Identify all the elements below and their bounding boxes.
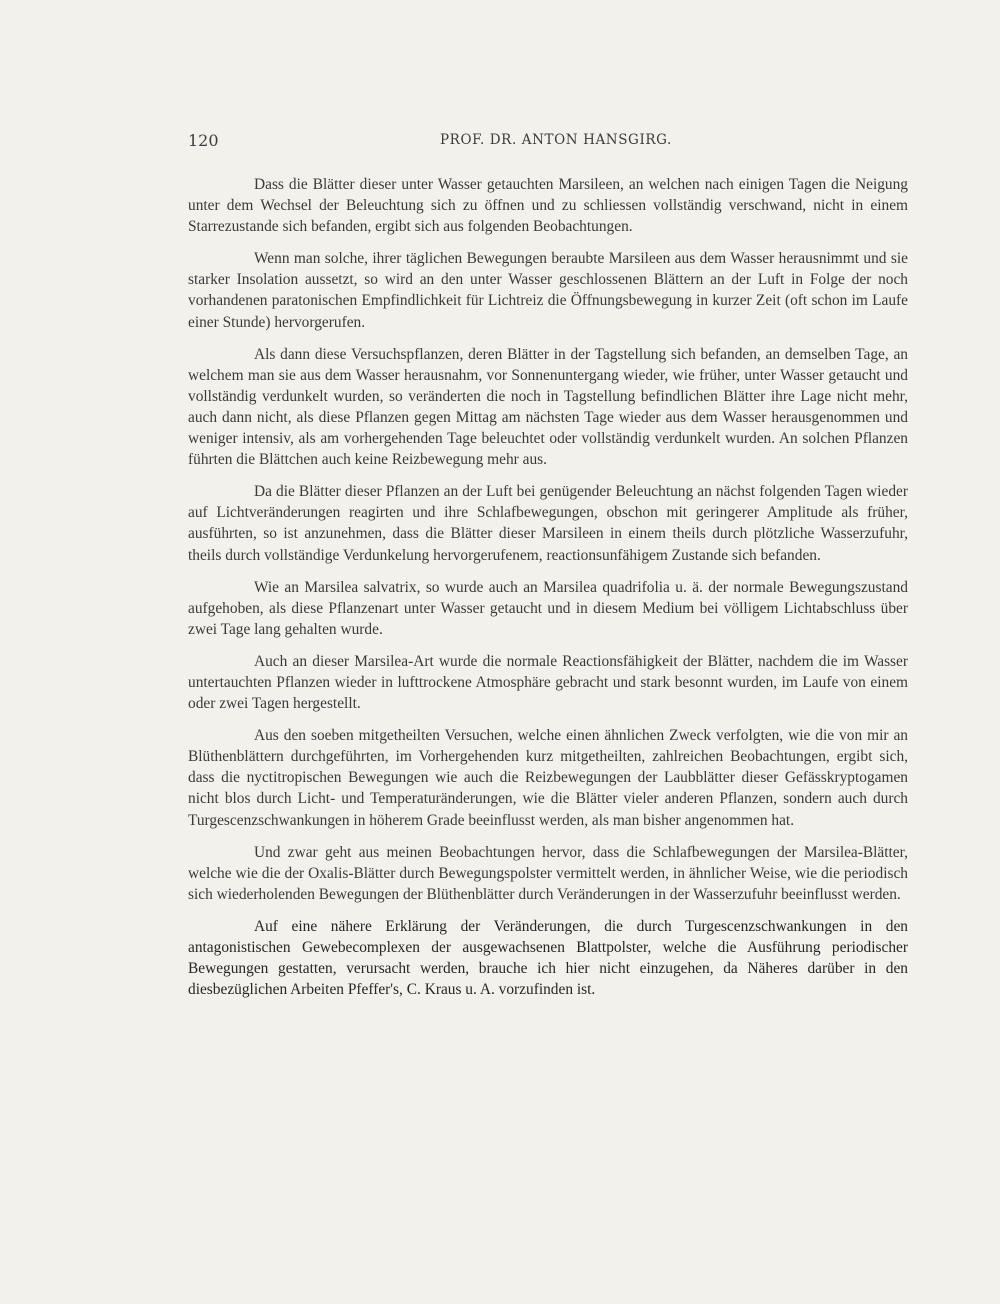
paragraph: Wenn man solche, ihrer täglichen Bewegungen beraubte Marsileen aus dem Wasser herausnimmt und sie starker Insolation aussetzt, so wird an den unter Wasser geschlossenen Blättern an der Luft in Folge der noch vorhandenen paratonischen Empfindlichkeit für Lichtreiz die Öffnungsbewegung in kurzer Zeit (oft schon im Laufe einer Stunde) hervorgerufen. [188, 250, 908, 331]
paragraph: Und zwar geht aus meinen Beobachtungen hervor, dass die Schlafbewegungen der Marsilea-Blätter, welche wie die der Oxalis-Blätter durch Bewegungspolster vermittelt werden, in ähnlicher Weise, wie die periodisch sich wiederholenden Bewegungen der Blüthenblätter durch Veränderungen in der Wasserzufuhr beeinflusst werden. [188, 843, 908, 903]
paragraph: Auch an dieser Marsilea-Art wurde die normale Reactionsfähigkeit der Blätter, nachdem die im Wasser untertauchten Pflanzen wieder in lufttrockene Atmosphäre gebracht und stark besonnt wurden, im Laufe von einem oder zwei Tagen hergestellt. [188, 652, 908, 713]
paragraph: Aus den soeben mitgetheilten Versuchen, welche einen ähnlichen Zweck verfolgten, wie die von mir an Blüthenblättern durchgeführten, im Vorhergehenden kurz mitgetheilten, zahlreichen Beobachtungen, ergibt sich, dass die nyctitropischen Bewegungen wie auch die Reizbewegungen der Laubblätter dieser Gefässkryptogamen nicht blos durch Licht- und Temperaturänderungen, wie die Blätter vieler anderen Pflanzen, sondern auch durch Turgescenzschwankungen in höherem Grade beeinflusst werden, als man bisher angenommen hat. [188, 727, 908, 829]
body-text [188, 174, 908, 1011]
paragraph: Als dann diese Versuchspflanzen, deren Blätter in der Tagstellung sich befanden, an demselben Tage, an welchem man sie aus dem Wasser herausnahm, vor Sonnenuntergang wieder, wie früher, unter Wasser getaucht und vollständig verdunkelt wurden, so veränderten die noch in Tagstellung befindlichen Blätter ihre Lage nicht mehr, auch dann nicht, als diese Pflanzen gegen Mittag am nächsten Tage wieder aus dem Wasser herausgenommen und weniger intensiv, als am vorhergehenden Tage beleuchtet oder vollständig verdunkelt wurden. An solchen Pflanzen führten die Blättchen auch keine Reizbewegung mehr aus. [188, 345, 908, 469]
page-number: 120 [188, 131, 219, 150]
paragraph: Auf eine nähere Erklärung der Veränderungen, die durch Turgescenzschwankungen in den antagonistischen Gewebecomplexen der ausgewachsenen Blattpolster, welche die Ausführung periodischer Bewegungen gestatten, verursacht werden, brauche ich hier nicht einzugehen, da Näheres darüber in den diesbezüglichen Arbeiten Pfeffer's, C. Kraus u. A. vorzufinden ist. [188, 917, 908, 999]
paragraph: Wie an Marsilea salvatrix, so wurde auch an Marsilea quadrifolia u. ä. der normale Bewegungszustand aufgehoben, als diese Pflanzenart unter Wasser getaucht und in diesem Medium bei völligem Lichtabschluss über zwei Tage lang gehalten wurde. [188, 578, 908, 638]
running-head: PROF. DR. ANTON HANSGIRG. [440, 132, 672, 148]
paragraph: Da die Blätter dieser Pflanzen an der Luft bei genügender Beleuchtung an nächst folgenden Tagen wieder auf Lichtveränderungen reagirten und ihre Schlafbewegungen, obschon mit geringerer Amplitude als früher, ausführten, so ist anzunehmen, dass die Blätter dieser Marsileen in einem theils durch plötzliche Wasserzufuhr, theils durch vollständige Verdunkelung hervorgerufenem, reactionsunfähigem Zustande sich befanden. [188, 483, 908, 564]
paragraph: Dass die Blätter dieser unter Wasser getauchten Marsileen, an welchen nach einigen Tagen die Neigung unter dem Wechsel der Beleuchtung sich zu öffnen und zu schliessen vollständig verschwand, nicht in einem Starrezustande sich befanden, ergibt sich aus folgenden Beobachtungen. [188, 176, 908, 236]
page-header [188, 131, 910, 155]
